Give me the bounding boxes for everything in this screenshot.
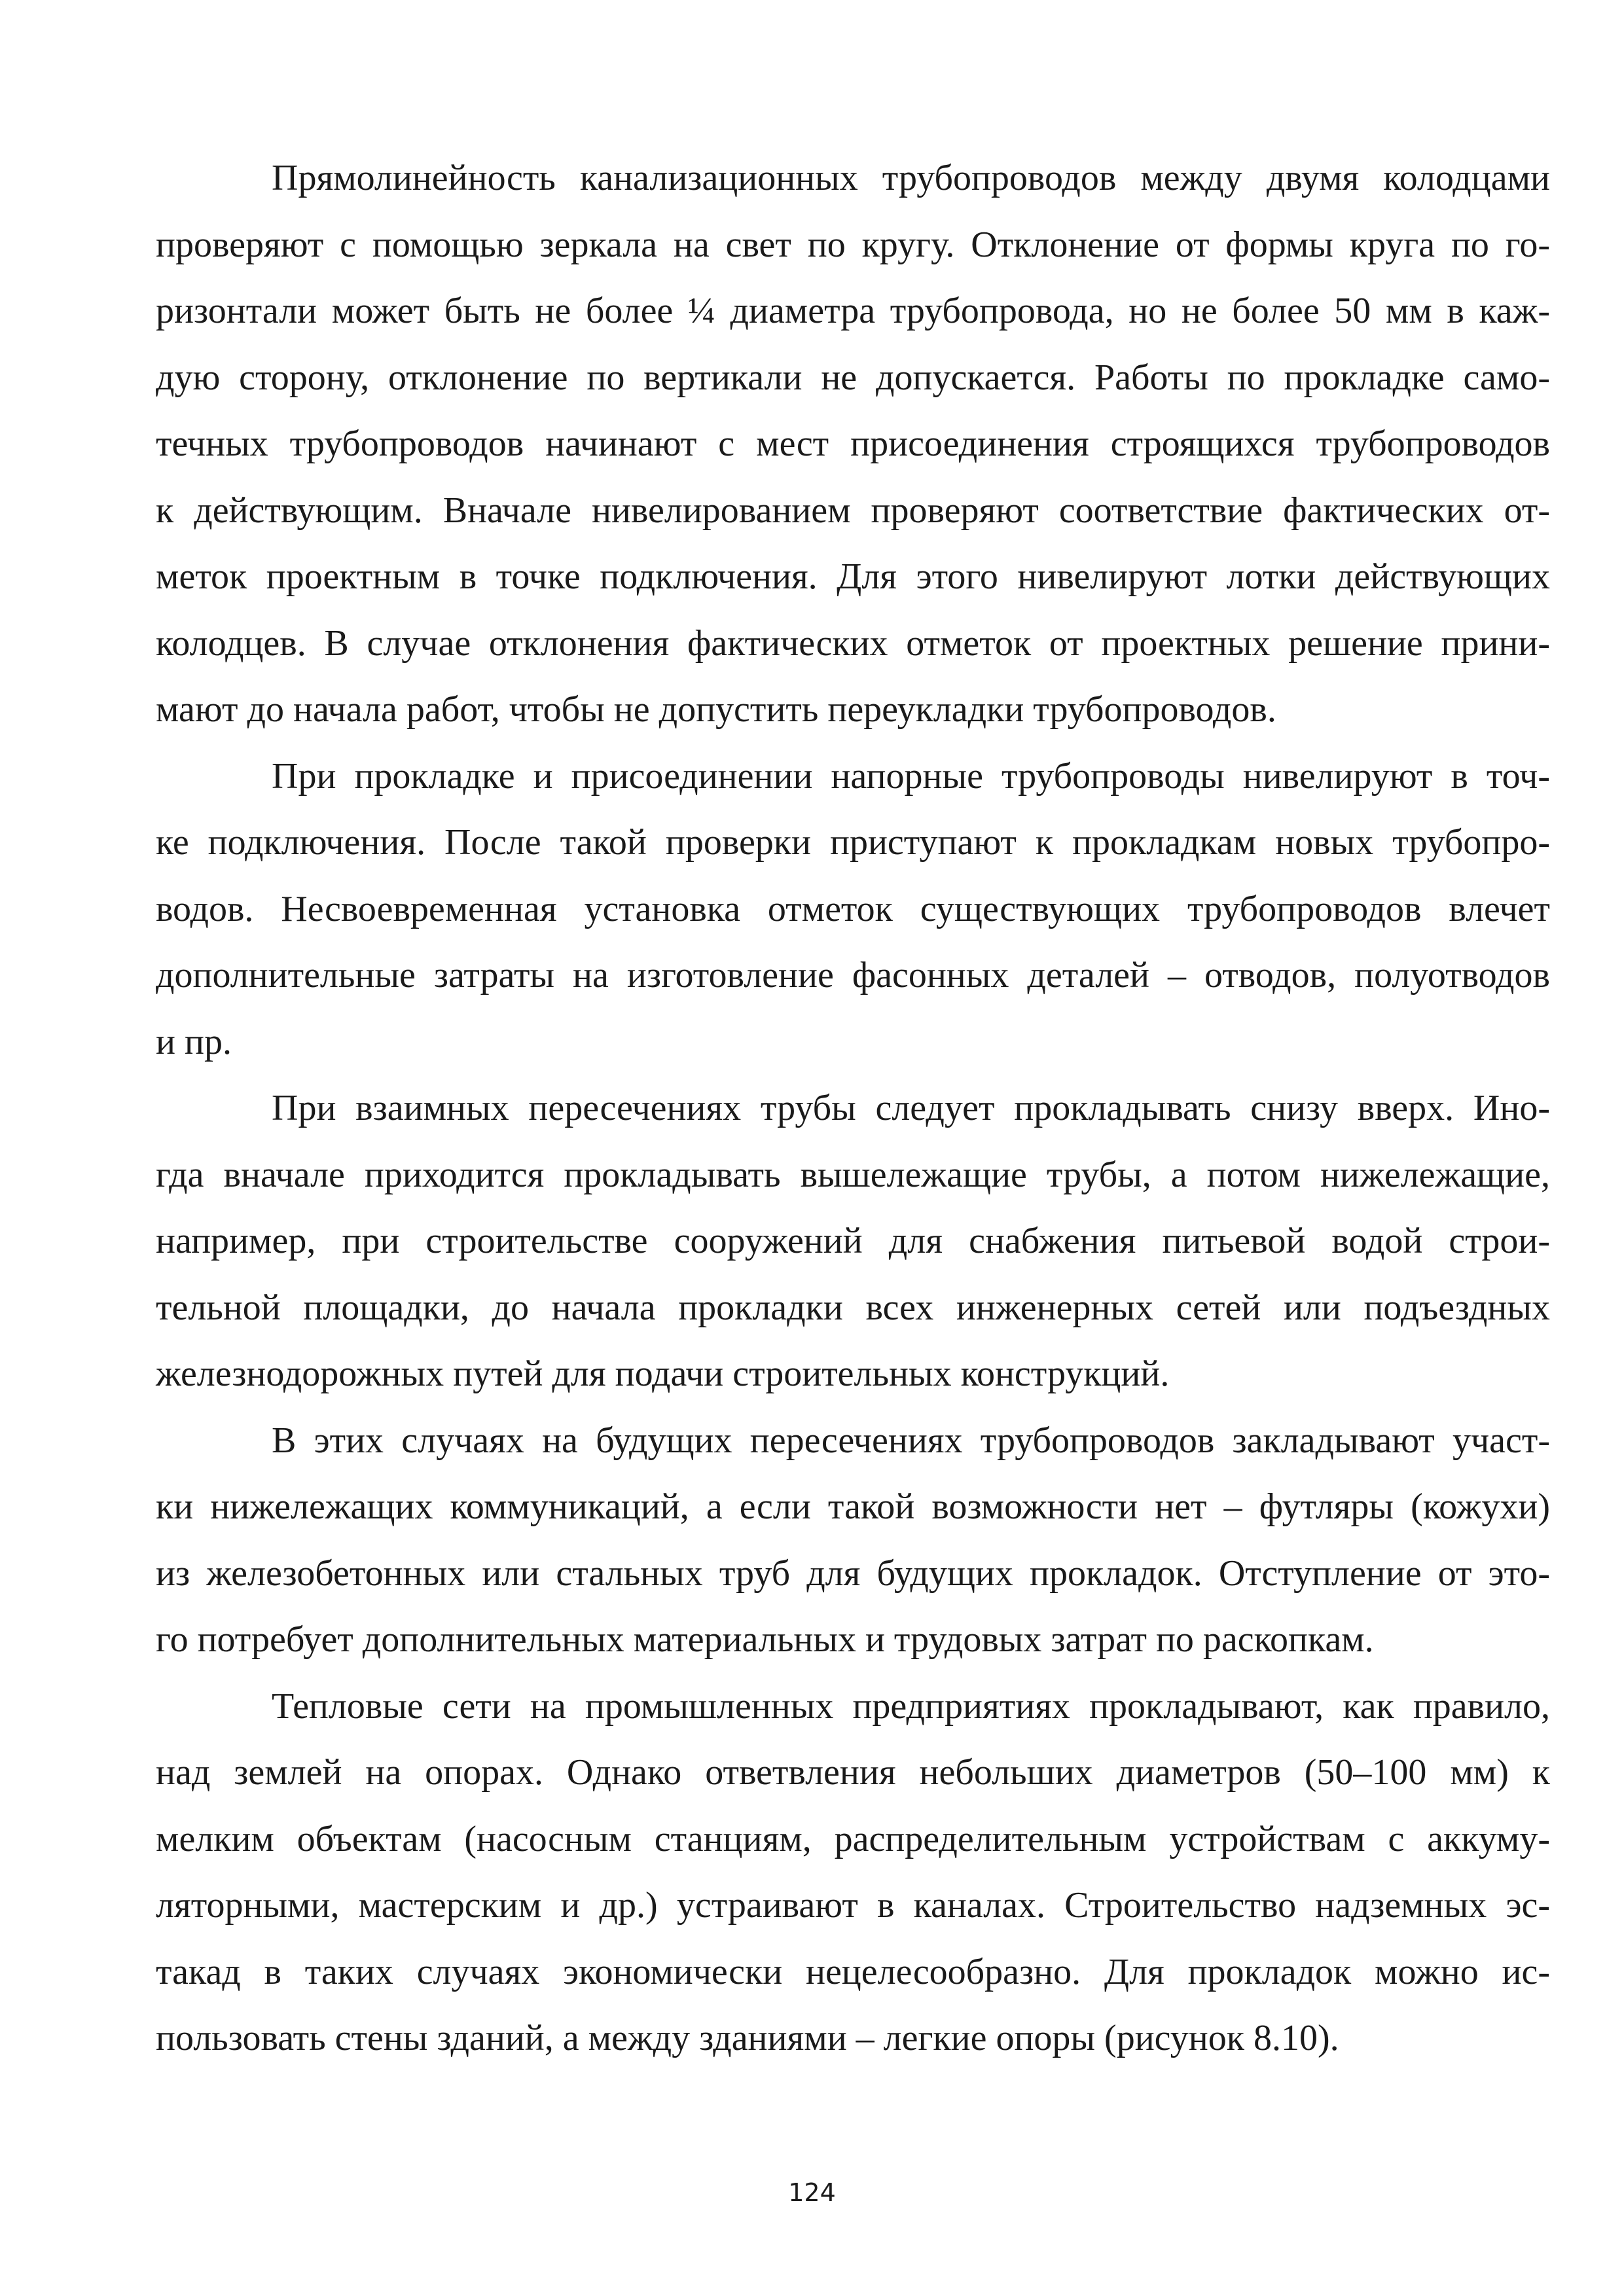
text-line: течных трубопроводов начинают с мест присоединения строящихся трубопроводов <box>156 423 1550 464</box>
text-line: го потребует дополнительных материальных и трудовых затрат по раскопкам. <box>156 1619 1374 1660</box>
text-line: Прямолинейность канализационных трубопроводов между двумя колодцами <box>272 158 1550 198</box>
paragraph <box>156 1408 1550 1674</box>
text-line: пользовать стены зданий, а между зданиями – легкие опоры (рисунок 8.10). <box>156 2018 1339 2058</box>
text-line: например, при строительстве сооружений для снабжения питьевой водой строи- <box>156 1221 1550 1261</box>
text-line: гда вначале приходится прокладывать вышележащие трубы, а потом нижележащие, <box>156 1154 1550 1195</box>
page-number: 124 <box>788 2178 836 2207</box>
text-line: При взаимных пересечениях трубы следует прокладывать снизу вверх. Ино- <box>272 1088 1550 1128</box>
text-line: водов. Несвоевременная установка отметок существующих трубопроводов влечет <box>156 888 1550 929</box>
text-line: железнодорожных путей для подачи строительных конструкций. <box>156 1354 1170 1394</box>
text-line: В этих случаях на будущих пересечениях трубопроводов закладывают участ- <box>272 1420 1550 1461</box>
text-line: ляторными, мастерским и др.) устраивают в каналах. Строительство надземных эс- <box>156 1885 1550 1926</box>
text-line: дополнительные затраты на изготовление фасонных деталей – отводов, полуотводов <box>156 955 1550 996</box>
text-line: ризонтали может быть не более ¼ диаметра трубопровода, но не более 50 мм в каж- <box>156 291 1550 331</box>
text-line: тельной площадки, до начала прокладки всех инженерных сетей или подъездных <box>156 1287 1550 1328</box>
text-line: и пр. <box>156 1021 232 1062</box>
text-line: проверяют с помощью зеркала на свет по кругу. Отклонение от формы круга по го- <box>156 224 1550 265</box>
text-line: Тепловые сети на промышленных предприятиях прокладывают, как правило, <box>272 1685 1550 1727</box>
text-line: ке подключения. После такой проверки приступают к прокладкам новых трубопро- <box>156 822 1550 863</box>
text-line: такад в таких случаях экономически нецелесообразно. Для прокладок можно ис- <box>156 1951 1550 1992</box>
text-line: над землей на опорах. Однако ответвления небольших диаметров (50–100 мм) к <box>156 1752 1550 1793</box>
text-line: мают до начала работ, чтобы не допустить переукладки трубопроводов. <box>156 689 1276 730</box>
text-line: При прокладке и присоединении напорные трубопроводы нивелируют в точ- <box>272 755 1550 797</box>
text-line: мелким объектам (насосным станциям, распределительным устройствам с аккуму- <box>156 1818 1550 1859</box>
paragraph <box>156 744 1550 1076</box>
text-line: к действующим. Вначале нивелированием проверяют соответствие фактических от- <box>156 490 1550 531</box>
text-line: меток проектным в точке подключения. Для этого нивелируют лотки действующих <box>156 556 1550 597</box>
text-line: ки нижележащих коммуникаций, а если такой возможности нет – футляры (кожухи) <box>156 1486 1550 1527</box>
text-line: колодцев. В случае отклонения фактических отметок от проектных решение прини- <box>156 622 1550 664</box>
paragraph <box>156 1674 1550 2072</box>
paragraph <box>156 145 1550 744</box>
paragraph <box>156 1075 1550 1408</box>
body-text <box>156 145 1550 2072</box>
text-line: из железобетонных или стальных труб для будущих прокладок. Отступление от это- <box>156 1552 1550 1594</box>
text-line: дую сторону, отклонение по вертикали не допускается. Работы по прокладке само- <box>156 357 1550 398</box>
